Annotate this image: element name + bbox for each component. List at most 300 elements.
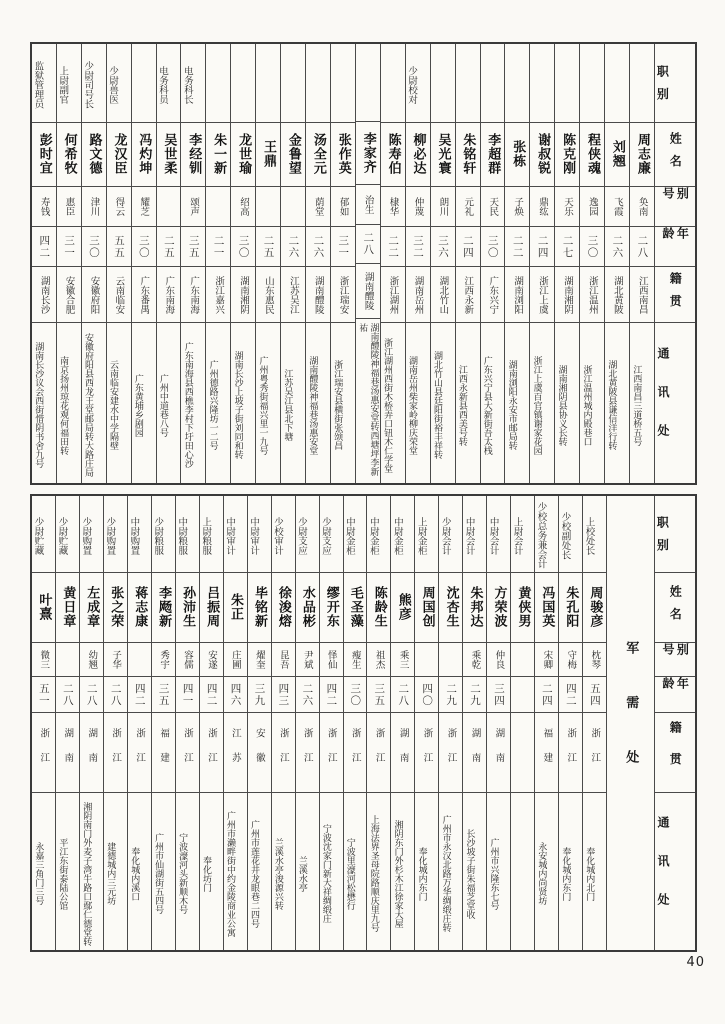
age-cell: 三一 (57, 226, 81, 266)
age-cell: 二五 (157, 226, 181, 266)
job-title-cell: 少尉兽医 (107, 65, 119, 104)
job-title-cell: 监狱管理员 (32, 60, 44, 109)
name-cell: 冯灼坤 (132, 122, 156, 186)
origin-cell: 湖南湘阴 (555, 266, 579, 322)
address-cell: 广州中道巷八号 (157, 322, 181, 483)
name-cell: 周国创 (415, 572, 438, 642)
alias-cell (56, 642, 79, 676)
age-cell: 四二 (32, 226, 56, 266)
origin-cell: 山东惠民 (256, 266, 280, 322)
header-name: 姓名 (655, 122, 695, 186)
person-column (629, 44, 654, 483)
origin-cell: 浙江 (415, 712, 438, 792)
address-cell: 奉化坊门 (200, 792, 223, 950)
alias-cell (439, 642, 462, 676)
address-cell: 上海法界圣母院路顺庆里九号 (367, 792, 390, 950)
address-cell: 永嘉三角门三号 (32, 792, 55, 950)
job-title-cell: 中尉审计 (224, 516, 236, 555)
alias-cell: 昆吾 (272, 642, 295, 676)
alias-cell: 鼎纮 (530, 186, 554, 226)
address-cell (511, 792, 534, 950)
origin-cell: 湖南醴陵 (306, 266, 330, 322)
alias-cell: 奂南 (630, 186, 654, 226)
address-cell: 江苏吴江县北下塘 (281, 322, 305, 483)
person-column (510, 496, 534, 950)
address-cell: 浙江湖州西街木桥弄口钮木仁学堂 (381, 322, 405, 483)
job-title-cell: 少尉贮藏 (32, 516, 44, 555)
person-column (330, 44, 355, 483)
name-cell: 路文德 (82, 122, 106, 186)
job-title-cell (306, 44, 330, 122)
job-title-cell (132, 44, 156, 122)
origin-cell: 江苏吴江 (281, 266, 305, 322)
name-cell: 张之荣 (104, 572, 127, 642)
name-cell: 周志廉 (630, 122, 654, 186)
address-cell: 江西永新县西美号转 (456, 322, 480, 483)
name-cell: 陈克刚 (555, 122, 579, 186)
origin-cell: 浙江 (583, 712, 606, 792)
age-cell: 二五 (256, 226, 280, 266)
address-cell: 广州粤秀街福兴里一九号 (256, 322, 280, 483)
origin-cell: 浙江 (367, 712, 390, 792)
origin-cell: 浙江 (559, 712, 582, 792)
address-cell: 湖北竹山县廷阳街裕丰祥转 (431, 322, 455, 483)
alias-cell: 枕琴 (583, 642, 606, 676)
job-title-cell (481, 44, 505, 122)
person-column (205, 44, 230, 483)
address-cell: 湖南醴陵神福巷汤惠安堂 (306, 322, 330, 483)
name-cell: 张作英 (331, 122, 355, 186)
alias-cell: 津川 (82, 186, 106, 226)
age-cell: 四二 (559, 676, 582, 712)
address-cell: 湖南岳州柴家岭柳庆荣堂 (406, 322, 430, 483)
age-cell: 二九 (463, 676, 486, 712)
address-cell: 宁波里濠河松懋行 (344, 792, 367, 950)
alias-cell: 逸园 (580, 186, 604, 226)
alias-cell: 朗川 (431, 186, 455, 226)
name-cell: 方荣波 (487, 572, 510, 642)
job-title-cell (605, 44, 629, 122)
person-column (156, 44, 181, 483)
age-cell: 三〇 (344, 676, 367, 712)
origin-cell: 湖南 (80, 712, 103, 792)
age-cell (511, 676, 534, 712)
job-title-cell: 少尉校对 (406, 65, 418, 104)
alias-cell: 微三 (32, 642, 55, 676)
address-cell: 浙江上虞百官镇谢家花园 (530, 322, 554, 483)
address-cell: 湖南长沙议会西街惜阴书舍九号 (32, 322, 56, 483)
origin-cell: 福建 (535, 712, 558, 792)
age-cell: 二二 (381, 226, 405, 266)
address-cell: 安徽府阳县西龙王堂邮局转大路庄局 (82, 322, 106, 483)
job-title-cell: 电务科长 (181, 65, 193, 104)
job-title-cell: 少尉支应 (319, 516, 331, 555)
address-cell: 广州德路兴隆坊一二号 (206, 322, 230, 483)
address-cell: 广州市莲花井龙眼巷二四号 (248, 792, 271, 950)
name-cell: 李飏新 (152, 572, 175, 642)
job-title-cell: 中尉金柜 (391, 516, 403, 555)
origin-cell: 湖南长沙 (32, 266, 56, 322)
job-title-cell (281, 44, 305, 122)
origin-cell: 浙江 (320, 712, 343, 792)
alias-cell: 秀宇 (152, 642, 175, 676)
job-title-cell (431, 44, 455, 122)
address-cell: 宁波沈家门新大祥绸缎庄 (320, 792, 343, 950)
alias-cell: 庄圃 (224, 642, 247, 676)
alias-cell: 飞霞 (605, 186, 629, 226)
person-column (462, 496, 486, 950)
age-cell: 三〇 (132, 226, 156, 266)
person-column (55, 496, 79, 950)
age-cell: 五一 (32, 676, 55, 712)
person-column (295, 496, 319, 950)
origin-cell: 浙江 (104, 712, 127, 792)
name-cell: 吴光寰 (431, 122, 455, 186)
age-cell: 四三 (272, 676, 295, 712)
header-job-title: 职别 (655, 44, 695, 122)
person-column (380, 44, 405, 483)
alias-cell: 元礼 (456, 186, 480, 226)
age-cell: 四一 (176, 676, 199, 712)
alias-cell: 天民 (481, 186, 505, 226)
person-column (390, 496, 414, 950)
age-cell: 四二 (200, 676, 223, 712)
age-cell: 二八 (391, 676, 414, 712)
alias-cell: 仲良 (487, 642, 510, 676)
job-title-cell (256, 44, 280, 122)
age-cell: 二二 (505, 226, 529, 266)
header-alias: 别号 (655, 186, 695, 226)
job-title-cell: 中尉粮服 (176, 516, 188, 555)
address-cell: 湖南醴陵神福巷汤惠安堂转西塘坪李新祐 (356, 318, 380, 483)
origin-cell: 浙江 (32, 712, 55, 792)
alias-cell: 天乐 (555, 186, 579, 226)
job-title-cell: 少尉购置 (104, 516, 116, 555)
age-cell: 三一 (331, 226, 355, 266)
job-title-cell: 少尉购置 (80, 516, 92, 555)
name-cell: 李经钏 (181, 122, 205, 186)
address-cell: 湖北黄陂县谦信洋行转 (605, 322, 629, 483)
person-column (305, 44, 330, 483)
person-column (405, 44, 430, 483)
person-column (175, 496, 199, 950)
job-title-cell: 上尉会计 (511, 516, 523, 555)
name-cell: 彭时宜 (32, 122, 56, 186)
job-title-cell: 电务科员 (156, 65, 168, 104)
name-cell: 程侠魂 (580, 122, 604, 186)
name-cell: 陈寿伯 (381, 122, 405, 186)
job-title-cell: 少校审计 (272, 516, 284, 555)
alias-cell: 祖杰 (367, 642, 390, 676)
alias-cell: 子焕 (505, 186, 529, 226)
job-title-cell (381, 44, 405, 122)
age-cell: 四二 (128, 676, 151, 712)
person-column (529, 44, 554, 483)
origin-cell: 湖南浏阳 (505, 266, 529, 322)
section-column-junxuchu (606, 496, 654, 950)
origin-cell: 浙江 (344, 712, 367, 792)
job-title-cell: 上尉副官 (57, 65, 69, 104)
person-column (582, 496, 606, 950)
name-cell: 熊彦 (391, 572, 414, 642)
address-cell: 广州市永汉北路万华绸缎庄转 (439, 792, 462, 950)
person-column (430, 44, 455, 483)
address-cell: 宁波濠河头新顺木号 (176, 792, 199, 950)
roster-table-bottom (30, 494, 697, 952)
job-title-cell (456, 44, 480, 122)
header-job-title: 职别 (655, 496, 695, 572)
origin-cell: 湖北竹山 (431, 266, 455, 322)
name-cell: 吕振周 (200, 572, 223, 642)
alias-cell (256, 186, 280, 226)
address-cell: 云南临安建水中学隔壁 (107, 322, 131, 483)
person-column (343, 496, 367, 950)
job-title-cell: 上尉金柜 (415, 516, 427, 555)
alias-cell: 仲蔑 (406, 186, 430, 226)
alias-cell: 耀芝 (132, 186, 156, 226)
person-column (319, 496, 343, 950)
alias-cell (128, 642, 151, 676)
person-column (438, 496, 462, 950)
alias-cell: 荫堂 (306, 186, 330, 226)
job-title-cell (530, 44, 554, 122)
name-cell: 徐浚熔 (272, 572, 295, 642)
person-column (455, 44, 480, 483)
origin-cell: 湖南 (391, 712, 414, 792)
age-cell: 三五 (152, 676, 175, 712)
person-column (604, 44, 629, 483)
age-cell: 二四 (456, 226, 480, 266)
header-column (654, 496, 695, 950)
address-cell: 兰溪水亭 (296, 792, 319, 950)
alias-cell: 容儒 (176, 642, 199, 676)
address-cell: 湘阴东门外杉木江徐家大屋 (391, 792, 414, 950)
alias-cell: 守梅 (559, 642, 582, 676)
origin-cell: 湖南醴陵 (356, 263, 380, 318)
alias-cell: 颂声 (181, 186, 205, 226)
job-title-cell: 少尉粮服 (152, 516, 164, 555)
address-cell: 湘阴南门外麦子湾牛路口鄢仁德堂转 (80, 792, 103, 950)
alias-cell (511, 642, 534, 676)
job-title-cell: 上校处长 (583, 516, 595, 555)
name-cell: 朱正 (224, 572, 247, 642)
address-cell: 江西南昌三道桥五号 (630, 322, 654, 483)
name-cell: 谢叔锐 (530, 122, 554, 186)
origin-cell: 浙江湖州 (381, 266, 405, 322)
header-age: 年龄 (655, 226, 695, 266)
address-cell: 长沙坡子街朱福芝堂收 (463, 792, 486, 950)
name-cell: 柳必达 (406, 122, 430, 186)
age-cell: 四〇 (415, 676, 438, 712)
address-cell: 广东黄埔乡剧园 (132, 322, 156, 483)
age-cell: 三五 (367, 676, 390, 712)
name-cell: 龙汉臣 (107, 122, 131, 186)
address-cell: 奉化城内北门 (583, 792, 606, 950)
origin-cell: 广东南海 (181, 266, 205, 322)
job-title-cell (580, 44, 604, 122)
alias-cell: 燿奎 (248, 642, 271, 676)
name-cell: 王鼎 (256, 122, 280, 186)
address-cell: 湖南湘阴县协义长转 (555, 322, 579, 483)
job-title-cell: 少校总务兼会计 (535, 502, 547, 569)
name-cell: 朱铭轩 (456, 122, 480, 186)
header-address: 通讯处 (655, 322, 695, 483)
alias-cell: 治生 (356, 184, 380, 223)
age-cell: 三二 (406, 226, 430, 266)
alias-cell: 郁如 (331, 186, 355, 226)
origin-cell: 广东兴宁 (481, 266, 505, 322)
alias-cell: 尹斌 (296, 642, 319, 676)
header-age: 年龄 (655, 676, 695, 712)
alias-cell (206, 186, 230, 226)
page-number: 40 (686, 955, 705, 970)
age-cell: 三五 (181, 226, 205, 266)
header-alias: 别号 (655, 642, 695, 676)
address-cell: 浙江温州城内殿巷口 (580, 322, 604, 483)
person-column (280, 44, 305, 483)
person-column (366, 496, 390, 950)
address-cell: 平江东街泰陆公馆 (56, 792, 79, 950)
age-cell: 二六 (306, 226, 330, 266)
alias-cell (415, 642, 438, 676)
name-cell: 朱邦达 (463, 572, 486, 642)
origin-cell: 湖南 (487, 712, 510, 792)
job-title-cell: 中尉金柜 (343, 516, 355, 555)
origin-cell: 广东番禺 (132, 266, 156, 322)
name-cell: 朱孔阳 (559, 572, 582, 642)
origin-cell: 广东南海 (157, 266, 181, 322)
age-cell: 四六 (224, 676, 247, 712)
person-column (106, 44, 131, 483)
age-cell: 二八 (56, 676, 79, 712)
address-cell: 广州市兴隆东七号 (487, 792, 510, 950)
origin-cell: 湖南 (56, 712, 79, 792)
origin-cell: 湖南 (463, 712, 486, 792)
age-cell: 三〇 (580, 226, 604, 266)
header-origin: 籍贯 (655, 266, 695, 322)
person-column (486, 496, 510, 950)
name-cell: 蒋志康 (128, 572, 151, 642)
origin-cell: 安徽府阳 (82, 266, 106, 322)
alias-cell (157, 186, 181, 226)
alias-cell: 棣华 (381, 186, 405, 226)
name-cell: 刘翘 (605, 122, 629, 186)
origin-cell: 湖南湘阴 (231, 266, 255, 322)
origin-cell: 浙江温州 (580, 266, 604, 322)
name-cell: 黄日章 (56, 572, 79, 642)
age-cell: 二一 (206, 226, 230, 266)
job-title-cell: 少尉司号长 (82, 60, 94, 109)
person-column (199, 496, 223, 950)
name-cell: 吴世柔 (157, 122, 181, 186)
origin-cell: 浙江 (296, 712, 319, 792)
address-cell: 奉化城内东门 (415, 792, 438, 950)
name-cell: 毕铭新 (248, 572, 271, 642)
person-column (414, 496, 438, 950)
age-cell: 三〇 (231, 226, 255, 266)
person-column (79, 496, 103, 950)
name-cell: 陈龄生 (367, 572, 390, 642)
alias-cell: 寿钱 (32, 186, 56, 226)
alias-cell: 绍高 (231, 186, 255, 226)
person-column (151, 496, 175, 950)
address-cell: 浙江瑞安县横街张颂昌 (331, 322, 355, 483)
origin-cell: 湖南岳州 (406, 266, 430, 322)
origin-cell (511, 712, 534, 792)
origin-cell: 福建 (152, 712, 175, 792)
alias-cell: 瘦生 (344, 642, 367, 676)
age-cell: 五五 (107, 226, 131, 266)
alias-cell: 得云 (107, 186, 131, 226)
name-cell: 朱一新 (206, 122, 230, 186)
person-column (230, 44, 255, 483)
header-column (654, 44, 695, 483)
address-cell: 湖南长沙上坡子街刘同和转 (231, 322, 255, 483)
person-column (271, 496, 295, 950)
name-cell: 沈杏生 (439, 572, 462, 642)
name-cell: 周骏彦 (583, 572, 606, 642)
alias-cell: 子华 (104, 642, 127, 676)
name-cell: 左成章 (80, 572, 103, 642)
age-cell: 二七 (555, 226, 579, 266)
origin-cell: 安徽 (248, 712, 271, 792)
alias-cell: 惠臣 (57, 186, 81, 226)
person-column (32, 496, 55, 950)
job-title-cell (331, 44, 355, 122)
age-cell: 二八 (356, 224, 380, 263)
name-cell: 毛圣藻 (344, 572, 367, 642)
job-title-cell: 中尉金柜 (367, 516, 379, 555)
origin-cell: 安徽合肥 (57, 266, 81, 322)
address-cell: 奉化城内东门 (559, 792, 582, 950)
person-column (579, 44, 604, 483)
person-column (103, 496, 127, 950)
address-cell: 广东南海县西樵李村下圩田心沙 (181, 322, 205, 483)
address-cell: 广州市仙湖街五四号 (152, 792, 175, 950)
origin-cell: 江苏 (224, 712, 247, 792)
job-title-cell (555, 44, 579, 122)
name-cell: 李家齐 (356, 121, 380, 184)
name-cell: 张栋 (505, 122, 529, 186)
job-title-cell (206, 44, 230, 122)
alias-cell: 幼翘 (80, 642, 103, 676)
roster-table-top (30, 42, 697, 485)
alias-cell (281, 186, 305, 226)
job-title-cell: 中尉会计 (463, 516, 475, 555)
name-cell: 黄侠男 (511, 572, 534, 642)
age-cell: 二九 (439, 676, 462, 712)
age-cell: 二八 (630, 226, 654, 266)
person-column (56, 44, 81, 483)
age-cell: 三〇 (481, 226, 505, 266)
age-cell: 二四 (535, 676, 558, 712)
header-name: 姓名 (655, 572, 695, 642)
person-column (32, 44, 56, 483)
name-cell: 缪开东 (320, 572, 343, 642)
origin-cell: 湖北黄陂 (605, 266, 629, 322)
address-cell: 南京扬州琼花观何福田转 (57, 322, 81, 483)
person-column (558, 496, 582, 950)
person-column (81, 44, 106, 483)
address-cell: 广东兴宁县大新街吾太栈 (481, 322, 505, 483)
age-cell: 三九 (248, 676, 271, 712)
address-cell: 湖南浏阳永安市邮局转 (505, 322, 529, 483)
person-column (480, 44, 505, 483)
name-cell: 汤全元 (306, 122, 330, 186)
age-cell: 五四 (583, 676, 606, 712)
person-column (223, 496, 247, 950)
name-cell: 李超群 (481, 122, 505, 186)
